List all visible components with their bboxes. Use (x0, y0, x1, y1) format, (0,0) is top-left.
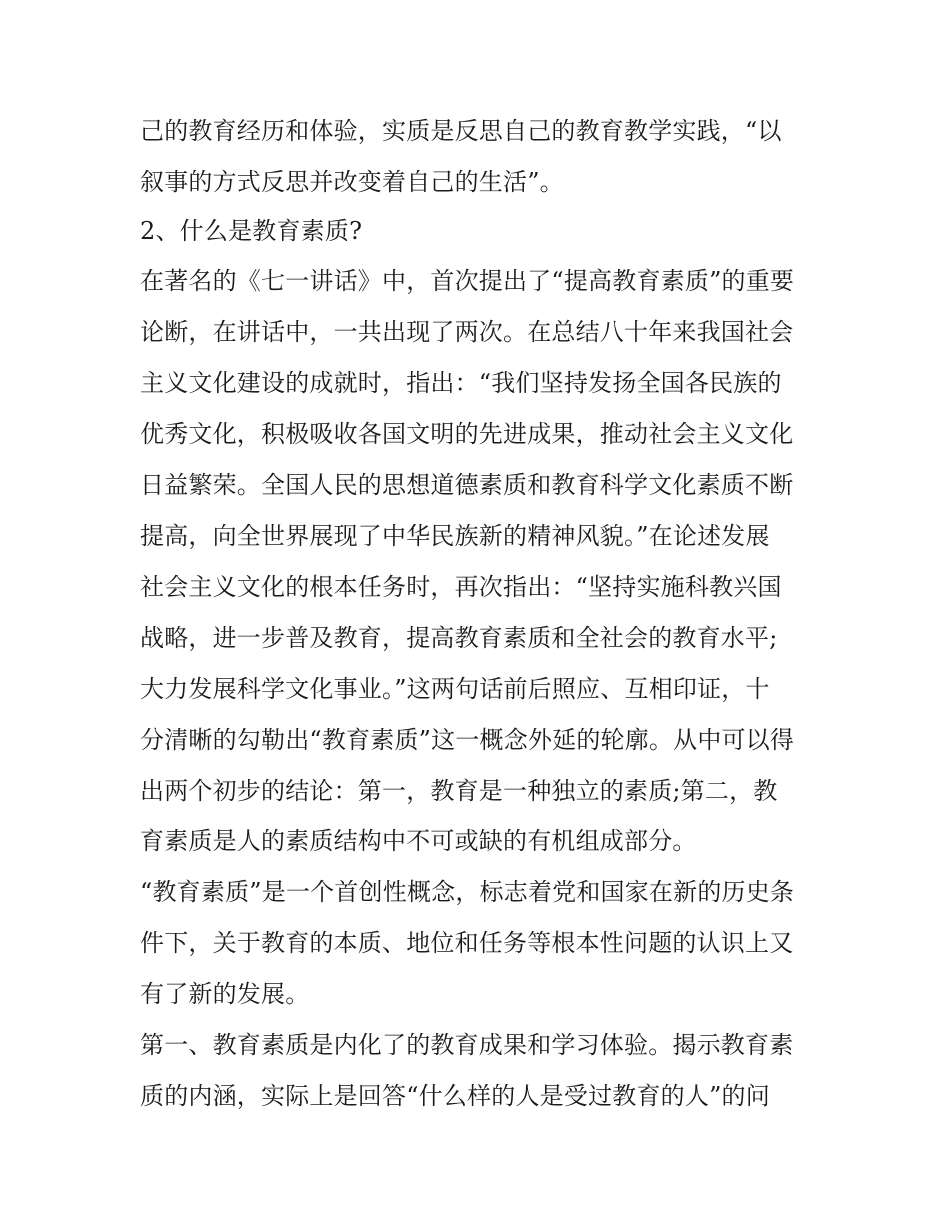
text-line: 叙事的方式反思并改变着自己的生活”。 (140, 168, 564, 196)
text-line: 有了新的发展。 (140, 980, 310, 1008)
text-line: 分清晰的勾勒出“教育素质”这一概念外延的轮廓。从中可以得 (140, 726, 795, 754)
text-line: 优秀文化，积极吸收各国文明的先进成果，推动社会主义文化 (140, 420, 794, 448)
text-line: 己的教育经历和体验，实质是反思自己的教育教学实践，“以 (140, 117, 782, 145)
text-line: 第一、教育素质是内化了的教育成果和学习体验。揭示教育素 (140, 1031, 794, 1059)
text-line: 战略，进一步普及教育，提高教育素质和全社会的教育水平; (140, 624, 778, 652)
section-heading: 2、什么是教育素质? (140, 217, 363, 245)
text-line: 在著名的《七一讲话》中，首次提出了“提高教育素质”的重要 (140, 267, 795, 295)
text-line: 出两个初步的结论：第一，教育是一种独立的素质;第二，教 (140, 777, 778, 805)
text-line: 育素质是人的素质结构中不可或缺的有机组成部分。 (140, 827, 697, 855)
text-line: “教育素质”是一个首创性概念，标志着党和国家在新的历史条 (140, 878, 795, 906)
text-line: 大力发展科学文化事业。”这两句话前后照应、互相印证，十 (140, 675, 770, 703)
text-line: 日益繁荣。全国人民的思想道德素质和教育科学文化素质不断 (140, 471, 794, 499)
text-line: 论断，在讲话中，一共出现了两次。在总结八十年来我国社会 (140, 318, 794, 346)
text-line: 件下，关于教育的本质、地位和任务等根本性问题的认识上又 (140, 929, 794, 957)
text-line: 质的内涵，实际上是回答“什么样的人是受过教育的人”的问 (140, 1082, 770, 1110)
text-line: 提高，向全世界展现了中华民族新的精神风貌。”在论述发展 (140, 522, 770, 550)
text-line: 社会主义文化的根本任务时，再次指出：“坚持实施科教兴国 (140, 573, 782, 601)
text-line: 主义文化建设的成就时，指出：“我们坚持发扬全国各民族的 (140, 369, 782, 397)
